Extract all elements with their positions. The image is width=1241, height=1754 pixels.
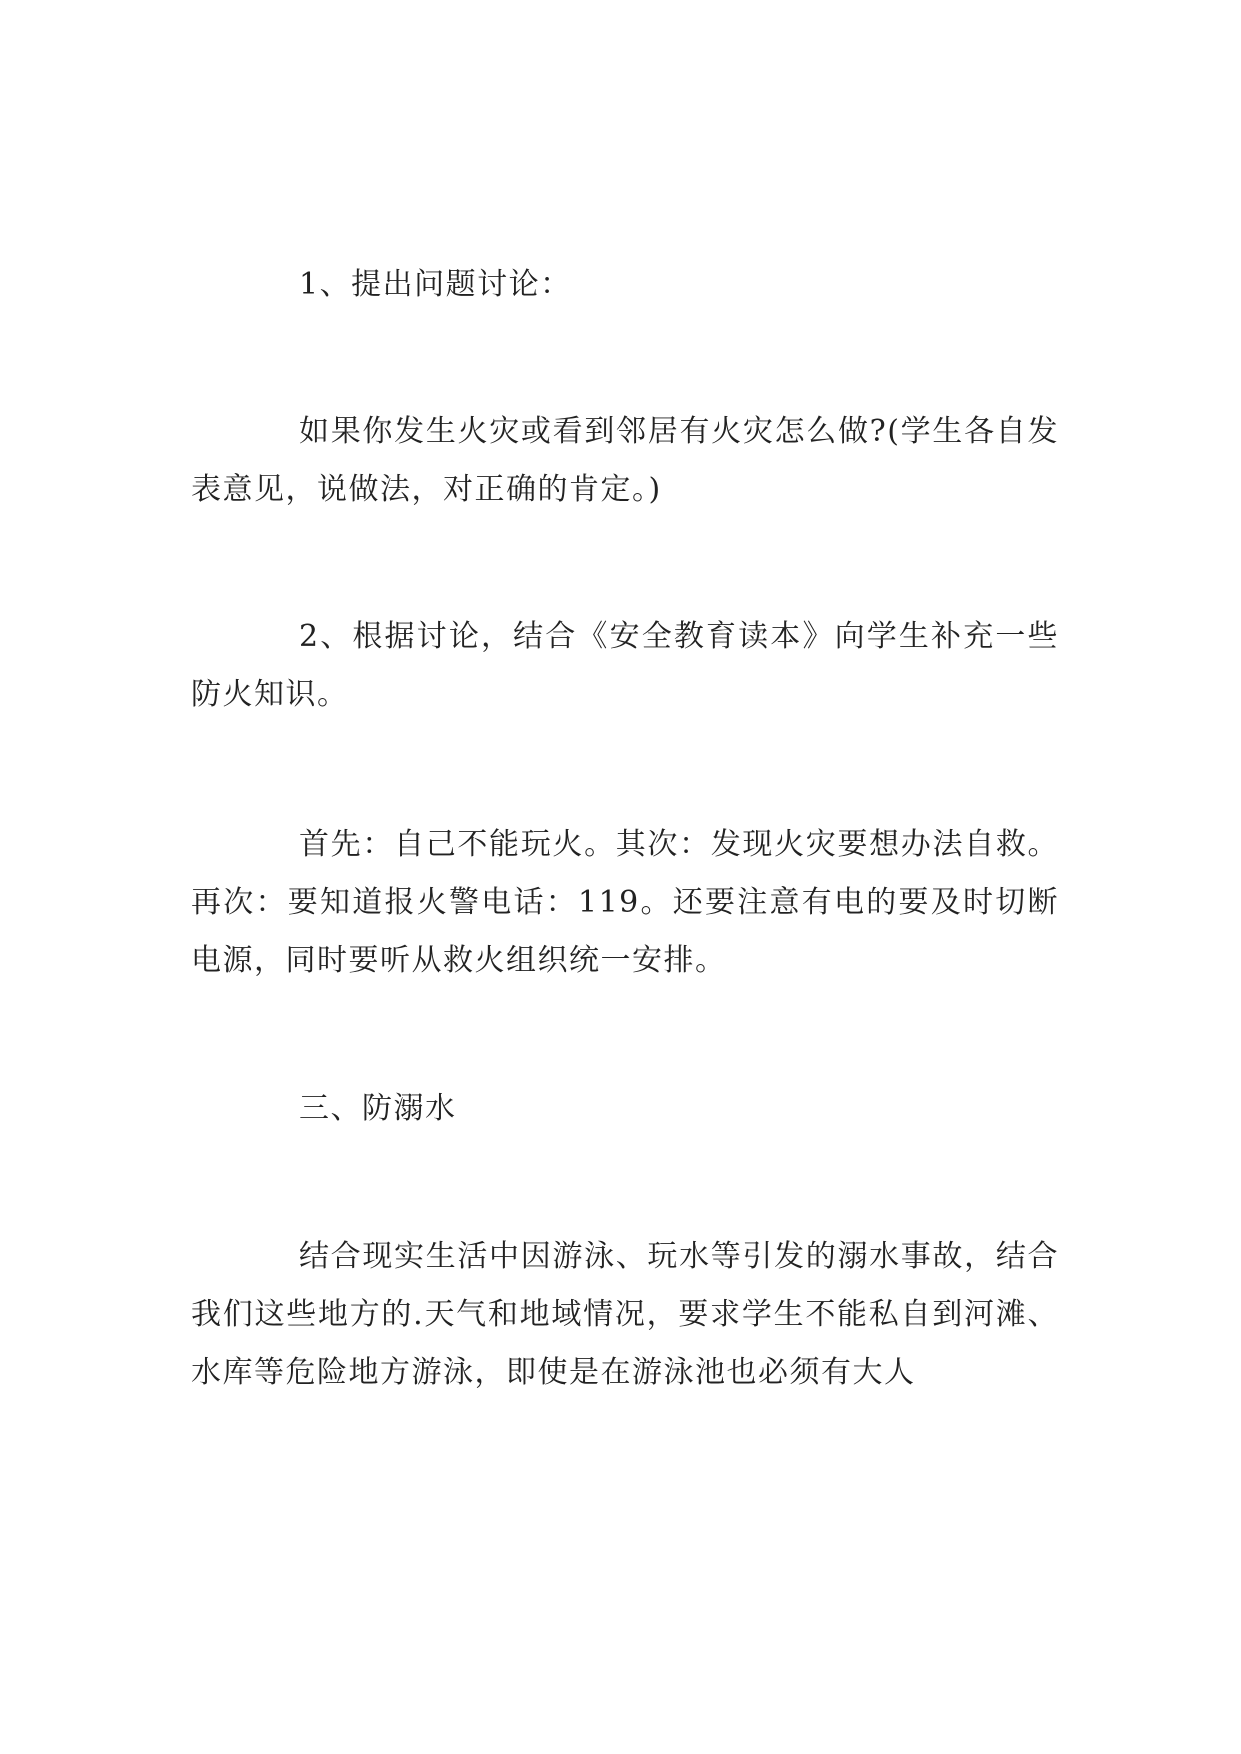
fire-question-paragraph: 如果你发生火灾或看到邻居有火灾怎么做?(学生各自发表意见，说做法，对正确的肯定。) [191, 414, 1059, 507]
fire-safety-steps-paragraph: 首先：自己不能玩火。其次：发现火灾要想办法自救。再次：要知道报火警电话：119。还要注意有电的要及时切断电源，同时要听从救火组织统一安排。 [191, 827, 1059, 978]
discussion-heading: 1、提出问题讨论： [299, 267, 572, 302]
drowning-prevention-paragraph: 结合现实生活中因游泳、玩水等引发的溺水事故，结合我们这些地方的.天气和地域情况，要求学生不能私自到河滩、水库等危险地方游泳，即使是在游泳池也必须有大人 [191, 1239, 1059, 1390]
drowning-prevention-heading: 三、防溺水 [299, 1091, 457, 1126]
fire-knowledge-heading: 2、根据讨论，结合《安全教育读本》向学生补充一些防火知识。 [191, 619, 1059, 712]
